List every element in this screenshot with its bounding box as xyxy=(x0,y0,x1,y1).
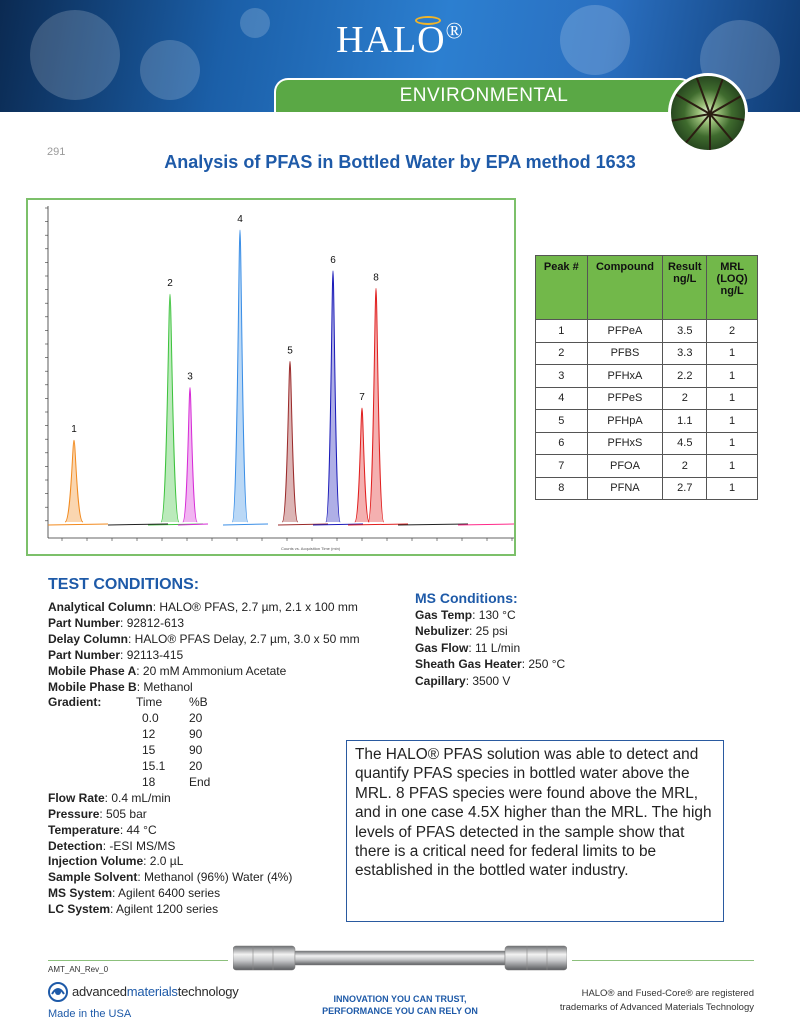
cell: 1 xyxy=(707,455,758,478)
peak-6 xyxy=(326,271,340,522)
cell: 2 xyxy=(536,342,588,365)
table-row xyxy=(536,477,758,500)
table-row xyxy=(536,455,758,478)
gradient-row: 18 End xyxy=(142,774,211,789)
cell: 7 xyxy=(536,455,588,478)
table-header-row xyxy=(536,256,758,320)
cell: 2 xyxy=(707,320,758,343)
company-name: advancedmaterialstechnology xyxy=(72,984,239,999)
test-conditions-heading: TEST CONDITIONS: xyxy=(48,576,200,593)
baseline-trace xyxy=(398,524,468,525)
summary-box: The HALO® PFAS solution was able to detect and quantify PFAS species in bottled water above the MRL. 8 PFAS species were found above the MRL, and in one case 4.5X higher than the MRL. The high levels of PFAS detected in the sample show that there is a critical need for federal limits to be established in the bottled water industry. xyxy=(346,740,724,922)
cell: 1 xyxy=(707,342,758,365)
peak-label-7: 7 xyxy=(359,392,365,404)
halo-logo: HALO® xyxy=(336,18,464,61)
table-row xyxy=(536,432,758,455)
col-compound: Compound xyxy=(587,256,663,320)
cell: PFBS xyxy=(587,342,663,365)
cell: 1 xyxy=(536,320,588,343)
col-mrl: MRL (LOQ) ng/L xyxy=(707,256,758,320)
gradient-header: Gradient: Time %B xyxy=(48,695,208,710)
ms-conditions: Gas Temp: 130 °C Nebulizer: 25 psi Gas Flow: 11 L/min Sheath Gas Heater: 250 °C Capillary: 3500 V xyxy=(415,608,566,688)
gradient-row: 0.0 20 xyxy=(142,711,203,726)
col-peak: Peak # xyxy=(536,256,588,320)
cell: 1 xyxy=(707,387,758,410)
cell: 4.5 xyxy=(663,432,707,455)
col-result: Result ng/L xyxy=(663,256,707,320)
baseline-trace xyxy=(48,524,108,525)
document-code: AMT_AN_Rev_0 xyxy=(48,965,109,974)
footer-divider-right xyxy=(572,960,754,961)
page-title: Analysis of PFAS in Bottled Water by EPA method 1633 xyxy=(164,152,636,172)
peak-4 xyxy=(232,230,248,522)
peak-7 xyxy=(355,408,369,522)
cell: PFHxA xyxy=(587,365,663,388)
peak-label-2: 2 xyxy=(167,278,173,290)
test-conditions: Analytical Column: HALO® PFAS, 2.7 µm, 2.1 x 100 mm Part Number: 92812-613 Delay Column: HALO® PFAS Delay, 2.7 µm, 3.0 x 50 mm Part Number: 92113-415 Mobile Phase A: 20 mM Ammonium Acetate Mobile Phase B: Methanol Gradient: Time %B 0.0 20 12 90 15 90 15.1 20 18 End Flow Rate: 0.4 mL/min Pressure: 505 bar Temperature: 44 °C Detection: -ESI MS/MS Injection Volume: 2.0 µL Sample Solvent: Methanol (96%) Water (4%) MS System: Agilent 6400 series LC System: Agilent 1200 series xyxy=(48,600,388,918)
page-number: 291 xyxy=(47,146,66,158)
cell: 3.5 xyxy=(663,320,707,343)
cell: PFPeS xyxy=(587,387,663,410)
cell: 1 xyxy=(707,432,758,455)
tagline: INNOVATION YOU CAN TRUST, PERFORMANCE YOU CAN RELY ON xyxy=(322,994,478,1016)
cell: 1 xyxy=(707,365,758,388)
cell: 1.1 xyxy=(663,410,707,433)
gradient-row: 15 90 xyxy=(142,743,203,758)
footer-divider-left xyxy=(48,960,228,961)
category-tab: ENVIRONMENTAL xyxy=(274,78,694,112)
cell: 6 xyxy=(536,432,588,455)
peak-label-3: 3 xyxy=(187,371,193,383)
peak-1 xyxy=(65,440,83,522)
table-row xyxy=(536,387,758,410)
chromatogram xyxy=(26,198,516,556)
table-row xyxy=(536,410,758,433)
trademark-notice: HALO® and Fused-Core® are registered trademarks of Advanced Materials Technology xyxy=(559,988,754,1013)
baseline-trace xyxy=(223,524,268,525)
made-in-usa: Made in the USA xyxy=(48,1008,132,1020)
cell: PFHxS xyxy=(587,432,663,455)
gradient-row: 12 90 xyxy=(142,727,203,742)
peak-2 xyxy=(161,294,179,522)
peak-label-1: 1 xyxy=(71,424,77,436)
cell: 1 xyxy=(707,410,758,433)
peak-label-6: 6 xyxy=(330,254,336,266)
cell: PFNA xyxy=(587,477,663,500)
cell: PFHpA xyxy=(587,410,663,433)
peak-8 xyxy=(368,288,384,522)
x-axis-label: Counts vs. Acquisition Time (min) xyxy=(281,546,341,551)
cell: PFPeA xyxy=(587,320,663,343)
cell: 8 xyxy=(536,477,588,500)
peak-3 xyxy=(183,388,197,522)
cell: 2 xyxy=(663,455,707,478)
cell: 3 xyxy=(536,365,588,388)
peak-label-5: 5 xyxy=(287,345,293,357)
table-row xyxy=(536,320,758,343)
cell: 3.3 xyxy=(663,342,707,365)
chromatogram-plot xyxy=(28,200,514,554)
forest-photo xyxy=(668,73,748,153)
halo-column-image xyxy=(233,940,567,976)
cell: PFOA xyxy=(587,455,663,478)
cell: 5 xyxy=(536,410,588,433)
table-row xyxy=(536,342,758,365)
results-table xyxy=(535,255,758,500)
peak-5 xyxy=(282,361,298,522)
ms-conditions-heading: MS Conditions: xyxy=(415,590,518,606)
halo-ring-icon xyxy=(415,16,441,25)
cell: 4 xyxy=(536,387,588,410)
table-row xyxy=(536,365,758,388)
gradient-row: 15.1 20 xyxy=(142,759,203,773)
cell: 2 xyxy=(663,387,707,410)
cell: 1 xyxy=(707,477,758,500)
peak-label-4: 4 xyxy=(237,214,243,225)
cell: 2.7 xyxy=(663,477,707,500)
cell: 2.2 xyxy=(663,365,707,388)
peak-label-8: 8 xyxy=(373,272,379,284)
